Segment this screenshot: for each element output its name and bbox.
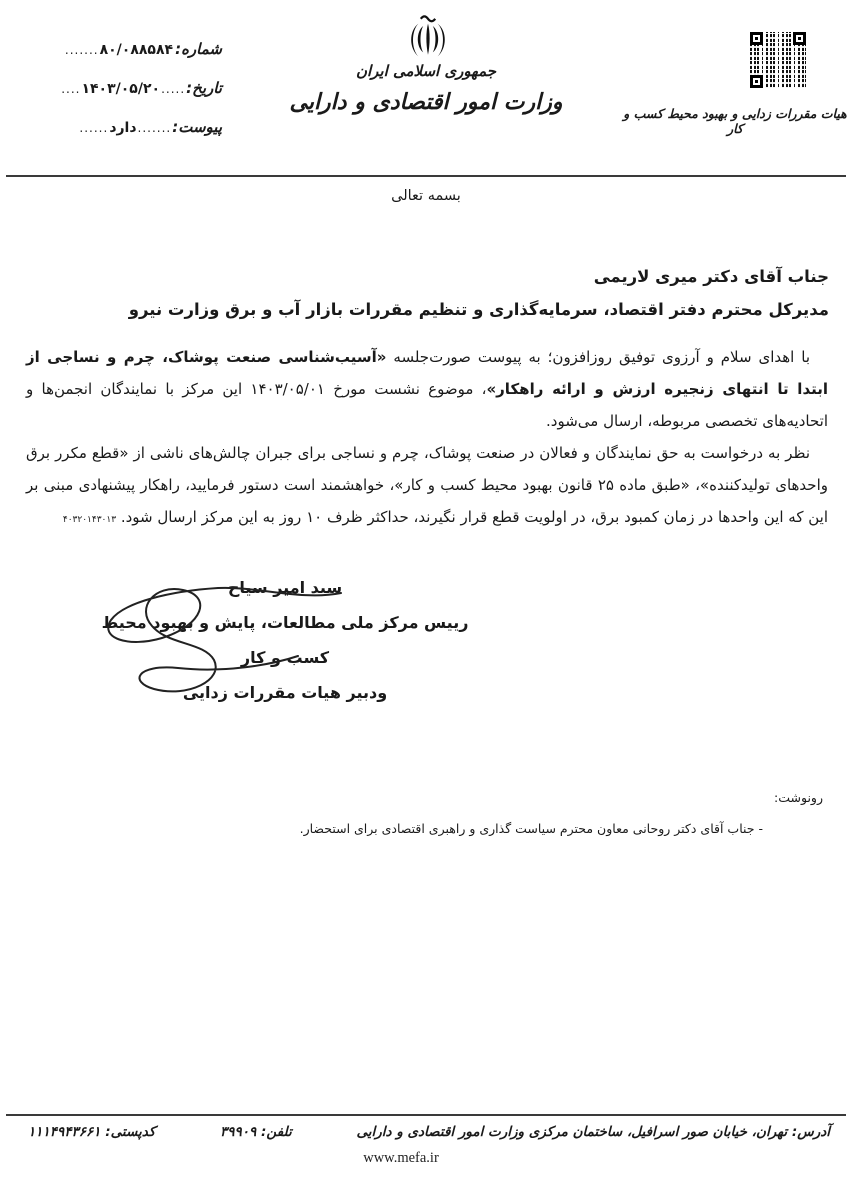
signer-name: سید امیر سیاح: [227, 578, 343, 597]
paragraph-text: ، موضوع نشست مورخ ۱۴۰۳/۰۵/۰۱ این مرکز با نمایندگان انجمن‌ها و اتحادیه‌های تخصصی مربوطه، ارسال می‌شود.: [26, 380, 828, 430]
tracking-number: ۴۰۳۲۰۱۴۳۰۱۳: [62, 515, 117, 525]
paragraph-text: با اهدای سلام و آرزوی توفیق روزافزون؛ به پیوست صورت‌جلسه: [386, 348, 810, 366]
footer-divider: [6, 1114, 846, 1116]
iran-national-emblem-icon: [404, 12, 452, 68]
dotted-leader: .....: [161, 82, 186, 96]
paragraph-text: نظر به درخواست به حق نمایندگان و فعالان در صنعت پوشاک، چرم و نساجی برای جبران چالش‌های ناشی از «قطع مکرر برق واحدهای تولیدکننده»، «طبق ماده ۲۵ قانون بهبود محیط کسب و کار»، خواهشمند است دستور فرمایید، راهکار پیشنهادی مبنی بر این که این واحدها در زمان کمبود برق، در اولویت قطع قرار نگیرند، حداکثر ظرف ۱۰ روز به این مرکز ارسال شود.: [26, 444, 828, 526]
republic-title: جمهوری اسلامی ایران: [355, 62, 497, 80]
dotted-leader: ....: [61, 82, 81, 96]
letter-date-label: تاریخ:: [186, 79, 222, 97]
qr-code: [750, 32, 806, 88]
dotted-leader: .......: [137, 121, 172, 135]
signer-title-2: ودبیر هیات مقررات زدایی: [182, 683, 388, 702]
letter-attachment-label: پیوست:: [172, 118, 222, 136]
header-divider: [6, 175, 846, 177]
letter-body: [26, 341, 828, 536]
dotted-leader: .......: [64, 43, 99, 57]
footer-website: www.mefa.ir: [363, 1150, 439, 1166]
footer-phone: تلفن: ۳۹۹۰۹: [220, 1124, 292, 1140]
basmala: بسمه تعالی: [391, 188, 461, 204]
footer-postal-code: کدپستی: ۱۱۱۴۹۴۳۶۶۱: [28, 1124, 156, 1140]
letter-date-value: ۱۴۰۳/۰۵/۲۰: [81, 81, 161, 97]
signer-title-1: رییس مرکز ملی مطالعات، پایش و بهبود محیط کسب و کار: [101, 613, 469, 667]
qr-finder-pattern: [750, 75, 763, 88]
deregulation-board-title: هیات مقررات زدایی و بهبود محیط کسب و کار: [623, 106, 847, 136]
signature-block: [80, 570, 490, 710]
qr-finder-pattern: [793, 32, 806, 45]
letter-number-label: شماره:: [175, 40, 222, 58]
addressee-title: مدیرکل محترم دفتر اقتصاد، سرمایه‌گذاری و تنظیم مقررات بازار آب و برق وزارت نیرو: [128, 300, 829, 319]
cc-item: - جناب آقای دکتر روحانی معاون محترم سیاست گذاری و راهبری اقتصادی برای استحضار.: [299, 821, 763, 836]
qr-finder-pattern: [750, 32, 763, 45]
addressee-name: جناب آقای دکتر میری لاریمی: [593, 267, 829, 286]
letter-number-row: [22, 40, 222, 58]
letter-attachment-row: [22, 118, 222, 136]
letter-attachment-value: دارد: [109, 120, 137, 136]
body-paragraph-2: [26, 437, 828, 536]
meeting-title-bold: «آسیب‌شناسی صنعت پوشاک، چرم و نساجی از ابتدا تا انتهای زنجیره ارزش و ارائه راهکار»: [26, 348, 829, 398]
footer-contact-line: [28, 1124, 830, 1140]
cc-label: رونوشت:: [774, 790, 823, 805]
letter-number-value: ۸۰/۰۸۸۵۸۴: [99, 42, 174, 58]
ministry-title: وزارت امور اقتصادی و دارایی: [289, 90, 563, 115]
body-paragraph-1: [26, 341, 828, 437]
footer-address: آدرس: تهران، خیابان صور اسرافیل، ساختمان مرکزی وزارت امور اقتصادی و دارایی: [356, 1124, 830, 1140]
dotted-leader: ......: [79, 121, 109, 135]
addressee-block: [129, 260, 829, 326]
